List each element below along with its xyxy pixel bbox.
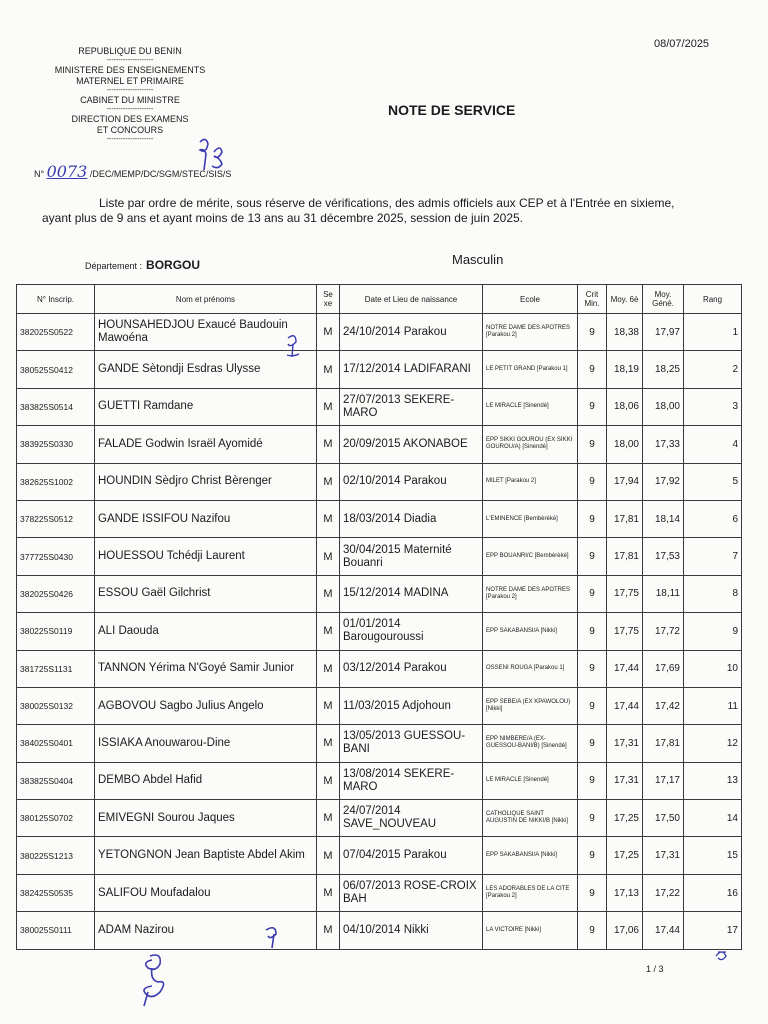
cell-moyg: 18,14 <box>643 500 684 537</box>
col-moy6: Moy. 6è <box>607 285 643 314</box>
letterhead-separator: -------------------- <box>106 87 154 94</box>
reference-handwritten-number: 0073 <box>46 162 88 181</box>
cell-inscription: 384025S0401 <box>17 725 95 762</box>
cell-nom: ADAM Nazirou <box>95 912 317 949</box>
cell-crit: 9 <box>578 650 607 687</box>
table-row <box>17 725 742 762</box>
cell-moyg: 17,22 <box>643 874 684 911</box>
cell-nom: YETONGNON Jean Baptiste Abdel Akim <box>95 837 317 874</box>
cell-inscription: 382025S0426 <box>17 575 95 612</box>
cell-naissance: 07/04/2015 Parakou <box>340 837 483 874</box>
cell-sexe: M <box>317 575 340 612</box>
page-number: 1 / 3 <box>646 964 664 974</box>
paraph-mark-icon <box>282 332 304 360</box>
cell-inscription: 380025S0132 <box>17 687 95 724</box>
cell-moy6: 18,00 <box>607 426 643 463</box>
cell-ecole: EPP SAKABANSI/A [Nikki] <box>483 837 578 874</box>
table-row <box>17 463 742 500</box>
cell-inscription: 380225S0119 <box>17 613 95 650</box>
cell-inscription: 377725S0430 <box>17 538 95 575</box>
cell-ecole: LE MIRACLE [Sinendé] <box>483 388 578 425</box>
cell-rang: 2 <box>684 351 742 388</box>
cell-nom: ALI Daouda <box>95 613 317 650</box>
cell-rang: 14 <box>684 800 742 837</box>
cell-inscription: 378225S0512 <box>17 500 95 537</box>
cell-rang: 16 <box>684 874 742 911</box>
cell-rang: 13 <box>684 762 742 799</box>
cell-rang: 11 <box>684 687 742 724</box>
cell-sexe: M <box>317 613 340 650</box>
cell-moy6: 18,19 <box>607 351 643 388</box>
letterhead-line: ET CONCOURS <box>96 125 164 135</box>
cell-nom: GANDE Sètondji Esdras Ulysse <box>95 351 317 388</box>
table-row <box>17 762 742 799</box>
cell-moy6: 17,25 <box>607 800 643 837</box>
cell-nom: DEMBO Abdel Hafid <box>95 762 317 799</box>
table-row <box>17 351 742 388</box>
cell-naissance: 24/10/2014 Parakou <box>340 314 483 351</box>
cell-inscription: 383925S0330 <box>17 426 95 463</box>
cell-naissance: 03/12/2014 Parakou <box>340 650 483 687</box>
table-header-row <box>17 285 742 314</box>
department-line <box>85 258 200 272</box>
cell-crit: 9 <box>578 463 607 500</box>
cell-ecole: EPP SIKKI GOUROU (EX SIKKI GOUROU/A) [Sinendé] <box>483 426 578 463</box>
cell-crit: 9 <box>578 575 607 612</box>
cell-sexe: M <box>317 351 340 388</box>
cell-rang: 10 <box>684 650 742 687</box>
cell-crit: 9 <box>578 874 607 911</box>
cell-moyg: 17,69 <box>643 650 684 687</box>
cell-moyg: 18,00 <box>643 388 684 425</box>
cell-nom: SALIFOU Moufadalou <box>95 874 317 911</box>
cell-ecole: LES ADORABLES DE LA CITE [Parakou 2] <box>483 874 578 911</box>
cell-naissance: 13/08/2014 SEKERE-MARO <box>340 762 483 799</box>
cell-moy6: 17,94 <box>607 463 643 500</box>
cell-nom: TANNON Yérima N'Goyé Samir Junior <box>95 650 317 687</box>
cell-naissance: 13/05/2013 GUESSOU-BANI <box>340 725 483 762</box>
letterhead <box>30 46 230 144</box>
intro-paragraph: Liste par ordre de mérite, sous réserve de vérifications, des admis officiels aux CEP et à l'Entrée en sixieme, ayant plus de 9 ans et ayant moins de 13 ans au 31 décembre 2025, session de juin 2025. <box>42 196 675 225</box>
cell-ecole: EPP SEBE/A (EX KPAWOLOU) [Nikki] <box>483 687 578 724</box>
table-row <box>17 874 742 911</box>
cell-rang: 1 <box>684 314 742 351</box>
paraph-mark-icon <box>262 924 284 952</box>
cell-moy6: 17,06 <box>607 912 643 949</box>
cell-rang: 9 <box>684 613 742 650</box>
cell-naissance: 02/10/2014 Parakou <box>340 463 483 500</box>
cell-moyg: 17,31 <box>643 837 684 874</box>
cell-moyg: 17,97 <box>643 314 684 351</box>
cell-ecole: EPP NIMBERE/A (EX-GUESSOU-BANI/B) [Sinendé] <box>483 725 578 762</box>
cell-ecole: L'EMINENCE [Bembèrèkè] <box>483 500 578 537</box>
cell-crit: 9 <box>578 538 607 575</box>
cell-sexe: M <box>317 314 340 351</box>
col-naissance: Date et Lieu de naissance <box>340 285 483 314</box>
letterhead-line: REPUBLIQUE DU BENIN <box>78 46 182 56</box>
cell-ecole: LE MIRACLE [Sinendé] <box>483 762 578 799</box>
cell-naissance: 18/03/2014 Diadia <box>340 500 483 537</box>
cell-naissance: 11/03/2015 Adjohoun <box>340 687 483 724</box>
cell-sexe: M <box>317 837 340 874</box>
table-row <box>17 800 742 837</box>
cell-moy6: 17,75 <box>607 613 643 650</box>
cell-crit: 9 <box>578 762 607 799</box>
cell-naissance: 24/07/2014 SAVE_NOUVEAU <box>340 800 483 837</box>
cell-inscription: 380025S0111 <box>17 912 95 949</box>
sex-heading: Masculin <box>452 252 504 267</box>
cell-nom: ESSOU Gaël Gilchrist <box>95 575 317 612</box>
cell-ecole: LA VICTOIRE [Nikki] <box>483 912 578 949</box>
letterhead-line: MINISTERE DES ENSEIGNEMENTS <box>54 65 206 75</box>
cell-rang: 3 <box>684 388 742 425</box>
reference-suffix: /DEC/MEMP/DC/SGM/STEC/SIS/S <box>89 169 232 179</box>
cell-moy6: 18,38 <box>607 314 643 351</box>
table-row <box>17 500 742 537</box>
cell-ecole: LE PETIT GRAND [Parakou 1] <box>483 351 578 388</box>
cell-naissance: 01/01/2014 Barougouroussi <box>340 613 483 650</box>
cell-sexe: M <box>317 800 340 837</box>
cell-moyg: 18,11 <box>643 575 684 612</box>
cell-rang: 7 <box>684 538 742 575</box>
cell-naissance: 27/07/2013 SEKERE-MARO <box>340 388 483 425</box>
table-row <box>17 650 742 687</box>
table-row <box>17 613 742 650</box>
cell-sexe: M <box>317 912 340 949</box>
table-row <box>17 912 742 949</box>
cell-rang: 6 <box>684 500 742 537</box>
table-row <box>17 837 742 874</box>
cell-nom: HOUESSOU Tchédji Laurent <box>95 538 317 575</box>
table-row <box>17 575 742 612</box>
letterhead-separator: -------------------- <box>106 106 154 113</box>
cell-nom: HOUNDIN Sèdjro Christ Bèrenger <box>95 463 317 500</box>
cell-moy6: 17,44 <box>607 687 643 724</box>
cell-moy6: 17,81 <box>607 538 643 575</box>
table-row <box>17 687 742 724</box>
cell-sexe: M <box>317 388 340 425</box>
cell-naissance: 06/07/2013 ROSE-CROIX BAH <box>340 874 483 911</box>
cell-crit: 9 <box>578 800 607 837</box>
cell-inscription: 383825S0404 <box>17 762 95 799</box>
table-row <box>17 426 742 463</box>
cell-sexe: M <box>317 874 340 911</box>
cell-nom: AGBOVOU Sagbo Julius Angelo <box>95 687 317 724</box>
cell-inscription: 380125S0702 <box>17 800 95 837</box>
department-value: BORGOU <box>146 258 201 272</box>
letterhead-line: MATERNEL ET PRIMAIRE <box>76 76 184 86</box>
cell-moyg: 17,44 <box>643 912 684 949</box>
cell-moy6: 17,25 <box>607 837 643 874</box>
cell-nom: FALADE Godwin Israël Ayomidé <box>95 426 317 463</box>
table-row <box>17 538 742 575</box>
cell-nom: GANDE ISSIFOU Nazifou <box>95 500 317 537</box>
letterhead-separator: -------------------- <box>106 57 154 64</box>
cell-ecole: NOTRE DAME DES APOTRES [Parakou 2] <box>483 314 578 351</box>
initial-mark-icon <box>712 946 732 966</box>
cell-sexe: M <box>317 687 340 724</box>
table-row <box>17 314 742 351</box>
cell-sexe: M <box>317 538 340 575</box>
cell-rang: 15 <box>684 837 742 874</box>
cell-inscription: 380525S0412 <box>17 351 95 388</box>
cell-rang: 12 <box>684 725 742 762</box>
cell-moy6: 17,13 <box>607 874 643 911</box>
cell-sexe: M <box>317 725 340 762</box>
letterhead-line: DIRECTION DES EXAMENS <box>71 114 189 124</box>
cell-moyg: 17,92 <box>643 463 684 500</box>
cell-moy6: 17,44 <box>607 650 643 687</box>
cell-crit: 9 <box>578 725 607 762</box>
letterhead-line: CABINET DU MINISTRE <box>80 95 180 105</box>
document-title: NOTE DE SERVICE <box>388 102 516 118</box>
cell-sexe: M <box>317 500 340 537</box>
cell-crit: 9 <box>578 912 607 949</box>
cell-crit: 9 <box>578 426 607 463</box>
reference-prefix: N° <box>34 169 45 179</box>
cell-moy6: 17,75 <box>607 575 643 612</box>
results-table <box>16 284 742 950</box>
document-date: 08/07/2025 <box>654 38 710 50</box>
col-rang: Rang <box>684 285 742 314</box>
col-ecole: Ecole <box>483 285 578 314</box>
cell-moyg: 18,25 <box>643 351 684 388</box>
cell-moy6: 17,31 <box>607 762 643 799</box>
cell-inscription: 383825S0514 <box>17 388 95 425</box>
col-inscription: N° Inscrip. <box>17 285 95 314</box>
cell-nom: HOUNSAHEDJOU Exaucé Baudouin Mawoéna <box>95 314 317 351</box>
cell-sexe: M <box>317 650 340 687</box>
cell-crit: 9 <box>578 500 607 537</box>
cell-crit: 9 <box>578 314 607 351</box>
cell-moyg: 17,33 <box>643 426 684 463</box>
cell-inscription: 381725S1131 <box>17 650 95 687</box>
cell-crit: 9 <box>578 837 607 874</box>
cell-naissance: 20/09/2015 AKONABOE <box>340 426 483 463</box>
cell-moyg: 17,17 <box>643 762 684 799</box>
cell-moyg: 17,81 <box>643 725 684 762</box>
col-crit: Crit Min. <box>578 285 607 314</box>
cell-crit: 9 <box>578 388 607 425</box>
cell-nom: EMIVEGNI Sourou Jaques <box>95 800 317 837</box>
cell-crit: 9 <box>578 613 607 650</box>
cell-ecole: CATHOLIQUE SAINT AUGUSTIN DE NIKKI/B [Nikki] <box>483 800 578 837</box>
cell-moy6: 17,81 <box>607 500 643 537</box>
cell-naissance: 17/12/2014 LADIFARANI <box>340 351 483 388</box>
cell-inscription: 382625S1002 <box>17 463 95 500</box>
department-label: Département : <box>85 261 143 271</box>
cell-rang: 17 <box>684 912 742 949</box>
cell-sexe: M <box>317 426 340 463</box>
letterhead-separator: -------------------- <box>106 136 154 143</box>
cell-crit: 9 <box>578 351 607 388</box>
cell-nom: ISSIAKA Anouwarou-Dine <box>95 725 317 762</box>
cell-crit: 9 <box>578 687 607 724</box>
cell-rang: 4 <box>684 426 742 463</box>
cell-moyg: 17,72 <box>643 613 684 650</box>
col-moyg: Moy. Géné. <box>643 285 684 314</box>
cell-inscription: 382025S0522 <box>17 314 95 351</box>
col-nom: Nom et prénoms <box>95 285 317 314</box>
cell-sexe: M <box>317 762 340 799</box>
cell-moyg: 17,50 <box>643 800 684 837</box>
cell-moy6: 17,31 <box>607 725 643 762</box>
signature-icon <box>128 948 188 1010</box>
cell-nom: GUETTI Ramdane <box>95 388 317 425</box>
cell-ecole: EPP SAKABANSI/A [Nikki] <box>483 613 578 650</box>
table-row <box>17 388 742 425</box>
col-sexe: Se xe <box>317 285 340 314</box>
cell-ecole: OSSENI ROUGA [Parakou 1] <box>483 650 578 687</box>
cell-moyg: 17,42 <box>643 687 684 724</box>
cell-naissance: 30/04/2015 Maternité Bouanri <box>340 538 483 575</box>
cell-ecole: MILET [Parakou 2] <box>483 463 578 500</box>
cell-inscription: 382425S0535 <box>17 874 95 911</box>
cell-naissance: 04/10/2014 Nikki <box>340 912 483 949</box>
initials-signature-icon <box>190 134 240 174</box>
cell-naissance: 15/12/2014 MADINA <box>340 575 483 612</box>
cell-ecole: NOTRE DAME DES APOTRES [Parakou 2] <box>483 575 578 612</box>
cell-rang: 5 <box>684 463 742 500</box>
cell-inscription: 380225S1213 <box>17 837 95 874</box>
cell-moy6: 18,06 <box>607 388 643 425</box>
cell-sexe: M <box>317 463 340 500</box>
cell-moyg: 17,53 <box>643 538 684 575</box>
cell-rang: 8 <box>684 575 742 612</box>
cell-ecole: EPP BOUANRI/C [Bembèrèkè] <box>483 538 578 575</box>
